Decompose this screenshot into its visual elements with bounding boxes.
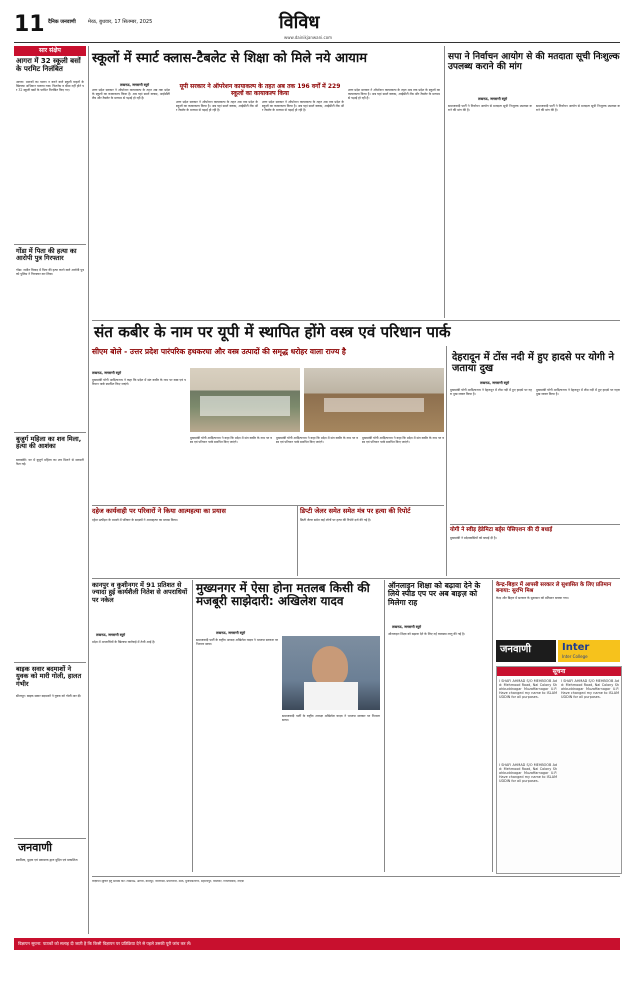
bihar-text: केन्द्र और बिहार में सरकार के सुशासन को प्रतिमान बताया गया। (496, 596, 569, 600)
textile-col-1: मुख्यमंत्री योगी आदित्यनाथ ने कहा कि प्रदेश में संत कबीर के नाम पर वस्त्र एवं परिधान पार्क स्थापित किए जाएंगे। (92, 378, 186, 387)
brief-text-2: गोंडा: जमीन विवाद में पिता की हत्या करने वाले आरोपी पुत्र को पुलिस ने गिरफ्तार कर लिया। (16, 268, 84, 277)
dowry-headline: दहेज कार्यवाही पर परिवारों ने किया आत्महत्या का प्रयास (92, 507, 226, 515)
akhilesh-byline: लखनऊ, जनवाणी ब्यूरो (216, 631, 246, 635)
bihar-headline: केन्द्र-बिहार में आपसी सरकार ले सुशासित के लिए प्रतिमान बनाया: सुरभि मिश्र (496, 582, 612, 595)
notice-header: सूचना (497, 667, 621, 676)
yogi-kitchen-text: मुख्यमंत्री ने प्रदेशवासियों को बधाई दी है। (450, 536, 497, 540)
city-date: मेरठ, बुधवार, 17 सितम्बर, 2025 (88, 19, 153, 25)
website-url[interactable]: www.dainikjanwani.com (284, 35, 333, 40)
footer-imprint: स्वामित्व, मुद्रक एवं प्रकाशक द्वारा मुद्रित एवं प्रकाशित। (16, 858, 79, 862)
lead-col-1: उत्तर प्रदेश सरकार ने ऑपरेशन कायाकल्प के तहत अब तक प्रदेश के स्कूलों का कायाकल्प किया है। अब यहां स्मार्ट क्लास, आईसीटी लैब और टैबलेट के माध्यम से पढ़ाई हो रही है। (92, 88, 170, 101)
classified-col-1b: I SHAFI AHMAD S/O MEHBOOB Add: Mehmood Road, Nai Colony Shahbuddnagar Muzaffarnagar U.P. Have changed my name to ISLAMUDDIN for all purposes. (499, 763, 557, 784)
footer-logo: जनवाणी (18, 841, 53, 854)
online-byline: लखनऊ, जनवाणी ब्यूरो (392, 625, 422, 629)
brief-title-3: बुजुर्ग महिला का शव मिला, हत्या की आशंका (16, 435, 82, 451)
lead-col-4: उत्तर प्रदेश सरकार ने ऑपरेशन कायाकल्प के तहत अब तक प्रदेश के स्कूलों का कायाकल्प किया है। अब यहां स्मार्ट क्लास, आईसीटी लैब और टैबलेट के माध्यम से पढ़ाई हो रही है। (348, 88, 440, 101)
online-headline: ऑनलाइन शिक्षा को बढ़ावा देने के लिये स्पीड एप पर अब बाइज़ को मिलेगा राह (388, 581, 481, 607)
page-number: 11 (14, 12, 45, 37)
kanpur-text: प्रदेश में अपराधियों के खिलाफ कार्रवाई में तेजी आई है। (92, 640, 156, 644)
election-headline: सपा ने निर्वाचन आयोग से की मतदाता सूची निःशुल्क उपलब्ध कराने की मांग (448, 52, 620, 73)
dehradun-headline: देहरादून में टोंस नदी में हुए हादसे पर योगी ने जताया दुख (452, 352, 615, 375)
textile-col-3: मुख्यमंत्री योगी आदित्यनाथ ने कहा कि प्रदेश में संत कबीर के नाम पर वस्त्र एवं परिधान पार्क स्थापित किए जाएंगे। (276, 436, 358, 445)
name-change-notice: I SHAFI AHMAD S/O MEHBOOB Add: Mehmood Road, Nai Colony Shahbuddnagar Muzaffarnagar U.P. Have changed my name to ISLAMUDDIN for all purposes. (499, 679, 557, 700)
brief-title-1: आगरा में 32 स्कूली बसों के परमिट निलंबित (16, 57, 81, 73)
dm-headline: डिप्टी जेलर समेत समेत मंत्र पर हत्या की रिपोर्ट (300, 507, 411, 515)
election-byline: लखनऊ, जनवाणी ब्यूरो (478, 97, 508, 101)
online-text: ऑनलाइन शिक्षा को बढ़ावा देने के लिए नई व्यवस्था लागू की गई है। (388, 632, 465, 636)
janwani-ad-banner: जनवाणी (496, 640, 556, 662)
disclaimer-bar: विज्ञापन सूचना: पाठकों को सलाह दी जाती है कि किसी विज्ञापन पर प्रतिक्रिया देने से पहले उसकी पूरी जांच कर लें। (14, 938, 620, 950)
election-col-2: समाजवादी पार्टी ने निर्वाचन आयोग से मतदाता सूची निःशुल्क उपलब्ध कराने की मांग की है। (536, 104, 620, 113)
akhilesh-col-2: समाजवादी पार्टी के राष्ट्रीय अध्यक्ष अखिलेश यादव ने भाजपा सरकार पर निशाना साधा। (282, 714, 380, 723)
meeting-photo-2 (304, 368, 444, 432)
classified-box (496, 666, 622, 874)
masthead (14, 11, 620, 41)
inter-ad: Inter Inter College (558, 640, 620, 662)
section-title: विविध (279, 12, 320, 33)
kanpur-byline: लखनऊ, जनवाणी ब्यूरो (96, 633, 126, 637)
election-col-1: समाजवादी पार्टी ने निर्वाचन आयोग से मतदाता सूची निःशुल्क उपलब्ध कराने की मांग की है। (448, 104, 532, 113)
meeting-photo-1 (190, 368, 300, 432)
brief-text-3: बाराबंकी: घर में बुजुर्ग महिला का शव मिलने से सनसनी फैल गई। (16, 458, 84, 467)
akhilesh-photo (282, 636, 380, 710)
dehradun-col-2: मुख्यमंत्री योगी आदित्यनाथ ने देहरादून में टोंस नदी में हुए हादसे पर गहरा दुख व्यक्त किया है। (536, 388, 620, 397)
dehradun-col-1: मुख्यमंत्री योगी आदित्यनाथ ने देहरादून में टोंस नदी में हुए हादसे पर गहरा दुख व्यक्त किया है। (450, 388, 532, 397)
main-headline: संत कबीर के नाम पर यूपी में स्थापित होंगे वस्त्र एवं परिधान पार्क (94, 323, 451, 341)
brief-text-1: आगरा: मानकों का पालन न करने वाले स्कूली वाहनों के खिलाफ अभियान चलाया गया। फिटनेस व बीमा नहीं होने पर 32 स्कूली बसों के परमिट निलंबित किए गए। (16, 80, 84, 93)
akhilesh-headline: मुख्यनगर में ऐसा होना मतलब किसी की मजबूरी साझेदारी: अखिलेश यादव (196, 581, 370, 609)
textile-col-2: मुख्यमंत्री योगी आदित्यनाथ ने कहा कि प्रदेश में संत कबीर के नाम पर वस्त्र एवं परिधान पार्क स्थापित किए जाएंगे। (190, 436, 272, 445)
brief-text-4: सीतापुर: बाइक सवार बदमाशों ने युवक को गोली मार दी। (16, 694, 82, 698)
textile-subhead: सीएम बोले - उत्तर प्रदेश पारंपरिक हथकरघा और वस्त्र उत्पादों की समृद्ध धरोहर वाला राज्य है (92, 347, 346, 356)
dm-text: डिप्टी जेलर समेत कई लोगों पर हत्या की रिपोर्ट दर्ज की गई है। (300, 518, 372, 522)
akhilesh-col-1: समाजवादी पार्टी के राष्ट्रीय अध्यक्ष अखिलेश यादव ने भाजपा सरकार पर निशाना साधा। (196, 638, 278, 647)
sidebar-header: सार संक्षेप (14, 46, 86, 56)
lead-col-2: उत्तर प्रदेश सरकार ने ऑपरेशन कायाकल्प के तहत अब तक प्रदेश के स्कूलों का कायाकल्प किया है। अब यहां स्मार्ट क्लास, आईसीटी लैब और टैबलेट के माध्यम से पढ़ाई हो रही है। (176, 100, 258, 113)
classified-col-2: I SHAFI AHMAD S/O MEHBOOB Add: Mehmood Road, Nai Colony Shahbuddnagar Muzaffarnagar U.P. Have changed my name to ISLAMUDDIN for all purposes. (561, 679, 619, 700)
masthead-rule (14, 42, 620, 43)
brief-title-4: बाइक सवार बदमाशों ने युवक को मारी गोली, हालत गंभीर (16, 665, 82, 688)
lead-headline: स्कूलों में स्मार्ट क्लास-टैबलेट से शिक्षा को मिले नये आयाम (92, 51, 367, 66)
dowry-text: दहेज उत्पीड़न के मामले में परिवार के सदस्यों ने आत्महत्या का प्रयास किया। (92, 518, 178, 522)
sidebar (14, 46, 86, 934)
brief-title-2: गोंडा में पिता की हत्या का आरोपी पुत्र गिरफ्तार (16, 247, 77, 263)
lead-subhead: यूपी सरकार ने ऑपरेशन कायाकल्प के तहत अब तक 196 वर्गों में 229 स्कूलों का कायाकल्प किया (179, 83, 341, 97)
lead-byline: लखनऊ, जनवाणी ब्यूरो (120, 83, 150, 87)
paper-label: दैनिक जनवाणी (48, 19, 76, 25)
kanpur-headline: कानपुर व कुशीनगर में 91 प्रतिशत से ज्यादा हुई कार्यशैली नितेश से अपराधियों पर नकेल (92, 581, 188, 604)
textile-col-4: मुख्यमंत्री योगी आदित्यनाथ ने कहा कि प्रदेश में संत कबीर के नाम पर वस्त्र एवं परिधान पार्क स्थापित किए जाएंगे। (362, 436, 444, 445)
yogi-kitchen-headline: योगी ने स्वीड़ हेडेमिटा बर्ड्स पेसिएशन की दी बधाई (450, 527, 553, 533)
textile-byline: लखनऊ, जनवाणी ब्यूरो (92, 371, 122, 375)
dehradun-byline: लखनऊ, जनवाणी ब्यूरो (480, 381, 510, 385)
lead-col-3: उत्तर प्रदेश सरकार ने ऑपरेशन कायाकल्प के तहत अब तक प्रदेश के स्कूलों का कायाकल्प किया है। अब यहां स्मार्ट क्लास, आईसीटी लैब और टैबलेट के माध्यम से पढ़ाई हो रही है। (262, 100, 344, 113)
offices-list: विज्ञापन सूचित हेतु सम्पर्क करें: लखनऊ, आगरा, कानपुर, वाराणसी, प्रयागराज, मेरठ, मुजफ्फरनगर, सहारनपुर, बिजनौर, गाजियाबाद, नोएडा (92, 880, 244, 883)
